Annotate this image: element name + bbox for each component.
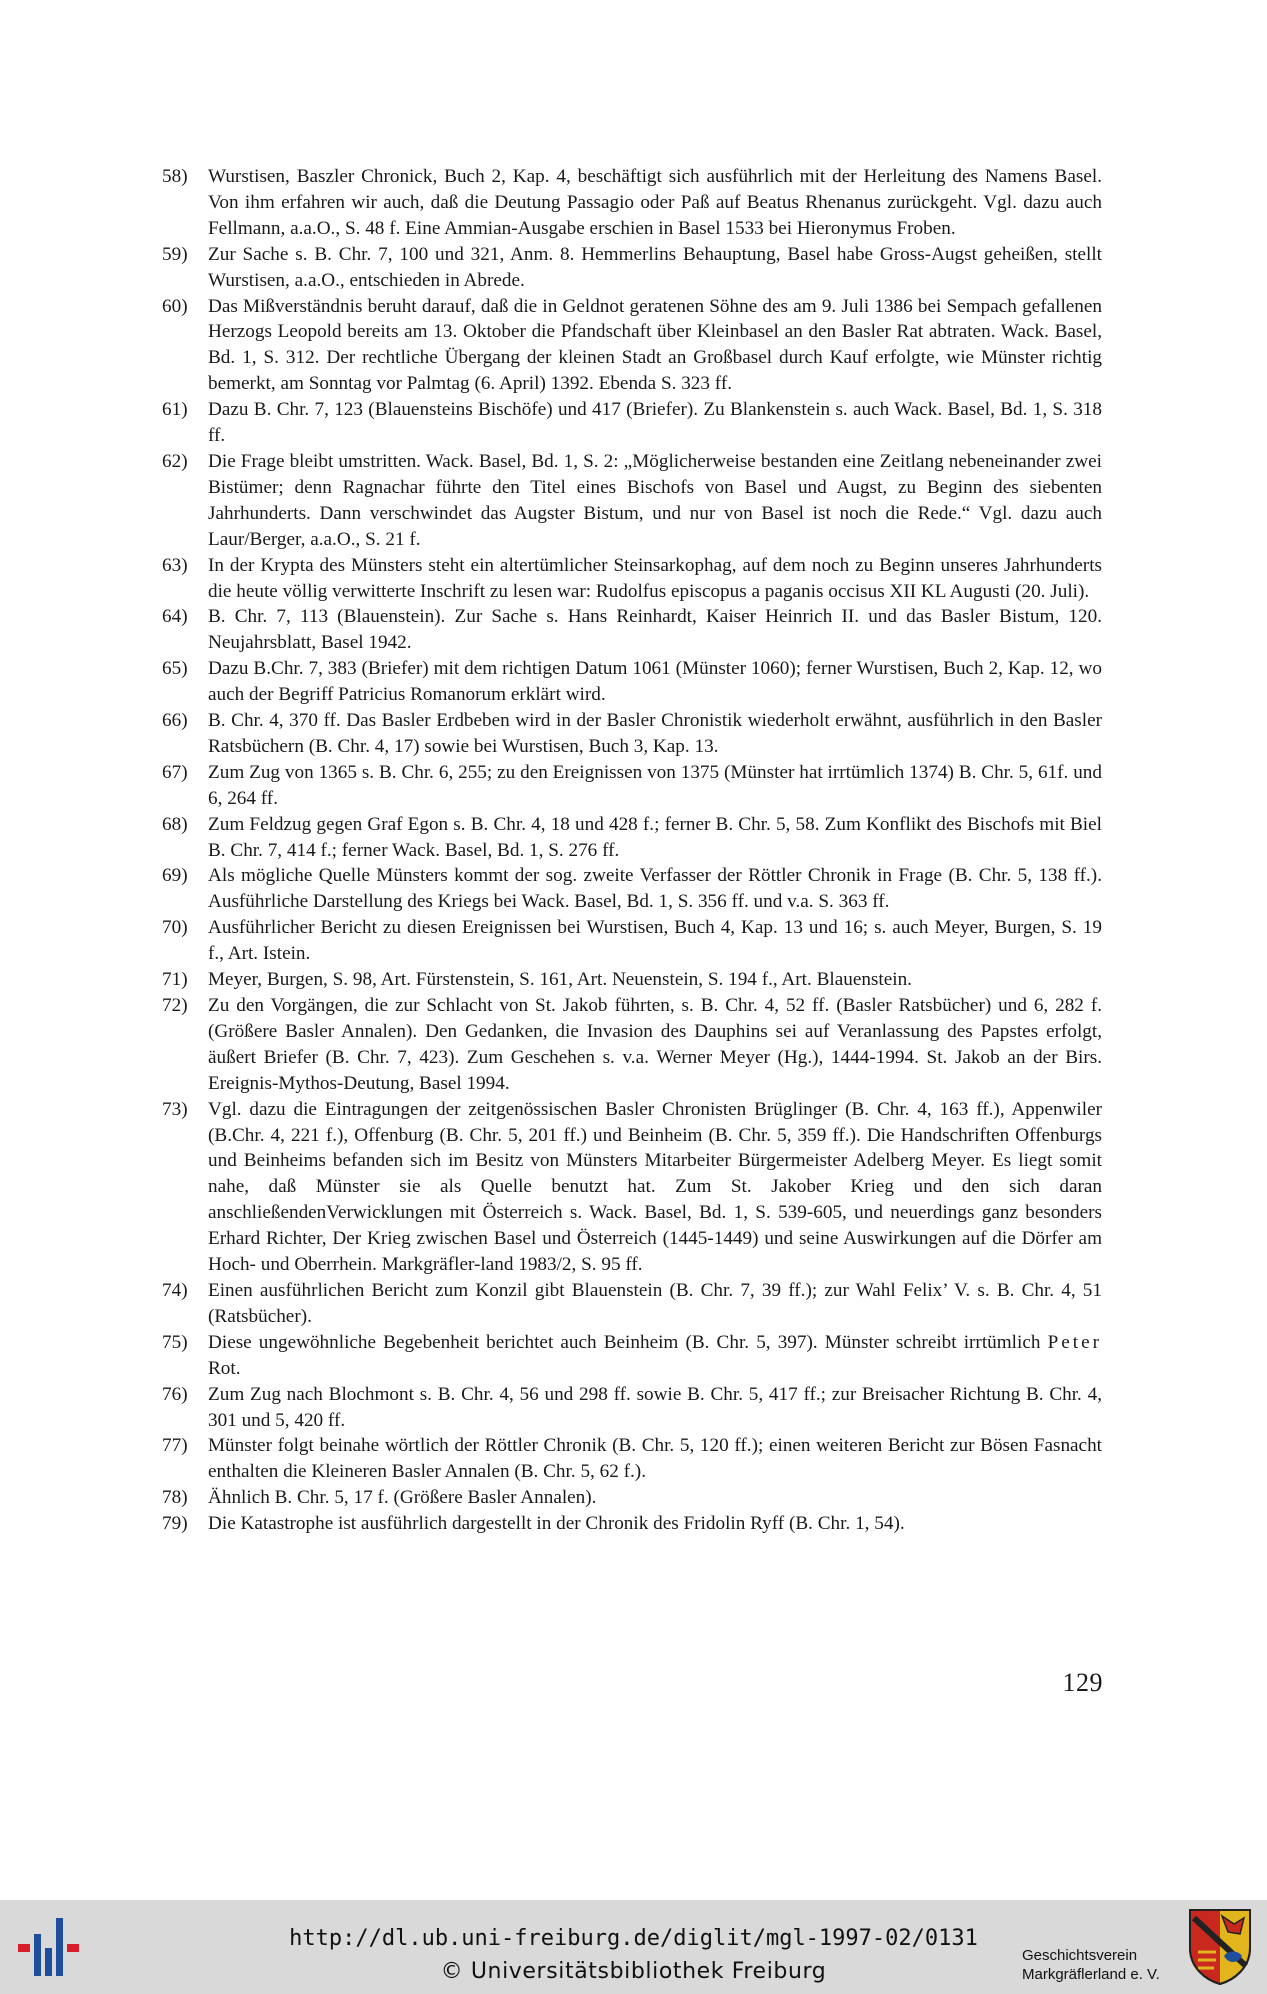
footnote-body xyxy=(208,812,1102,864)
society-name-line1: Geschichtsverein xyxy=(1022,1947,1138,1964)
footnote-item xyxy=(162,242,1102,294)
footnote-text: Ausführlicher Bericht zu diesen Ereignissen bei Wurstisen, Buch 4, Kap. 13 und 16; s. auch Meyer, Burgen, S. 19 f., Art. Istein. xyxy=(208,917,1102,965)
footnote-number: 59) xyxy=(162,243,188,265)
footnote-body xyxy=(208,967,1102,993)
footnote-text: In der Krypta des Münsters steht ein altertümlicher Steinsarkophag, auf dem noch zu Beginn unseres Jahrhunderts die heute völlig verwitterte Inschrift zu lesen war: Rudolfus episcopus a paganis occisus XII KL Augusti (20. Juli). xyxy=(208,554,1102,602)
footnote-text: Als mögliche Quelle Münsters kommt der sog. zweite Verfasser der Röttler Chronik in Frage (B. Chr. 5, 138 ff.). Ausführliche Darstellung des Kriegs bei Wack. Basel, Bd. 1, S. 356 ff. und v.a. S. 363 ff. xyxy=(208,865,1102,913)
footnote-item xyxy=(162,449,1102,553)
footnote-body xyxy=(208,1511,1102,1537)
society-name xyxy=(1022,1946,1182,1984)
footnote-text: Münster folgt beinahe wörtlich der Röttler Chronik (B. Chr. 5, 120 ff.); einen weiteren Bericht zur Bösen Fasnacht enthalten die Kleineren Basler Annalen (B. Chr. 5, 62 f.). xyxy=(208,1435,1102,1483)
footnote-item xyxy=(162,760,1102,812)
footnote-text: Die Frage bleibt umstritten. Wack. Basel, Bd. 1, S. 2: „Möglicherweise bestanden eine Zeitlang nebeneinander zwei Bistümer; denn Ragnachar führte den Titel eines Bischofs von Basel und Augst, zu Beginn des siebenten Jahrhunderts. Dann verschwindet das Augster Bistum, und nur von Basel ist noch die Rede.“ Vgl. dazu auch Laur/Berger, a.a.O., S. 21 f. xyxy=(208,450,1102,550)
footnote-text: Einen ausführlichen Bericht zum Konzil gibt Blauenstein (B. Chr. 7, 39 ff.); zur Wahl Felix’ V. s. B. Chr. 4, 51 (Ratsbücher). xyxy=(208,1279,1102,1327)
footnote-body xyxy=(208,294,1102,398)
footnote-number: 73) xyxy=(162,1098,188,1120)
footnote-item xyxy=(162,708,1102,760)
footnote-item xyxy=(162,1511,1102,1537)
footnote-number: 78) xyxy=(162,1487,188,1509)
footnote-item xyxy=(162,863,1102,915)
footnote-body xyxy=(208,1485,1102,1511)
footnote-body xyxy=(208,449,1102,553)
footnote-body xyxy=(208,708,1102,760)
footnote-text: Zum Zug nach Blochmont s. B. Chr. 4, 56 und 298 ff. sowie B. Chr. 5, 417 ff.; zur Breisacher Richtung B. Chr. 4, 301 und 5, 420 ff. xyxy=(208,1383,1102,1431)
footnote-item xyxy=(162,294,1102,398)
footnote-text: Die Katastrophe ist ausführlich dargestellt in der Chronik des Fridolin Ryff (B. Chr. 1, 54). xyxy=(208,1513,905,1535)
footnote-body xyxy=(208,1433,1102,1485)
footnote-item xyxy=(162,812,1102,864)
footnote-item xyxy=(162,915,1102,967)
footnote-number: 64) xyxy=(162,606,188,628)
footnote-item xyxy=(162,604,1102,656)
footnote-body xyxy=(208,1097,1102,1278)
page-number: 129 xyxy=(1062,1668,1103,1697)
footnote-body xyxy=(208,1382,1102,1434)
library-footer-bar xyxy=(0,1900,1267,1994)
footnote-body xyxy=(208,164,1102,242)
footnote-text: Wurstisen, Baszler Chronick, Buch 2, Kap. 4, beschäftigt sich ausführlich mit der Herleitung des Namens Basel. Von ihm erfahren wir auch, daß die Deutung Passagio oder Paß auf Beatus Rhenanus zurückgeht. Vgl. dazu auch Fellmann, a.a.O., S. 48 f. Eine Ammian-Ausgabe erschien in Basel 1533 bei Hieronymus Froben. xyxy=(208,166,1102,239)
footnote-text: Das Mißverständnis beruht darauf, daß die in Geldnot geratenen Söhne des am 9. Juli 1386 bei Sempach gefallenen Herzogs Leopold bereits am 13. Oktober die Pfandschaft über Kleinbasel an den Basler Rat abtraten. Wack. Basel, Bd. 1, S. 312. Der rechtliche Übergang der kleinen Stadt an Großbasel durch Kauf erfolgte, wie Münster richtig bemerkt, am Sonntag vor Palmtag (6. April) 1392. Ebenda S. 323 ff. xyxy=(208,295,1102,395)
footnote-item xyxy=(162,397,1102,449)
footnote-text: Zum Feldzug gegen Graf Egon s. B. Chr. 4, 18 und 428 f.; ferner B. Chr. 5, 58. Zum Konflikt des Bischofs mit Biel B. Chr. 7, 414 f.; ferner Wack. Basel, Bd. 1, S. 276 ff. xyxy=(208,813,1102,861)
footnote-text: Zu den Vorgängen, die zur Schlacht von St. Jakob führten, s. B. Chr. 4, 52 ff. (Basler Ratsbücher) und 6, 282 f. (Größere Basler Annalen). Den Gedanken, die Invasion des Dauphins sei auf Veranlassung des Papstes erfolgt, äußert Briefer (B. Chr. 7, 423). Zum Geschehen s. v.a. Werner Meyer (Hg.), 1444-1994. St. Jakob an der Birs. Ereignis-Mythos-Deutung, Basel 1994. xyxy=(208,995,1102,1094)
footnote-text: Zum Zug von 1365 s. B. Chr. 6, 255; zu den Ereignissen von 1375 (Münster hat irrtümlich 1374) B. Chr. 5, 61f. und 6, 264 ff. xyxy=(208,761,1102,809)
footnote-text: B. Chr. 7, 113 (Blauenstein). Zur Sache s. Hans Reinhardt, Kaiser Heinrich II. und das Basler Bistum, 120. Neujahrsblatt, Basel 1942. xyxy=(208,606,1102,654)
footnote-spaced-name: Peter xyxy=(1047,1331,1102,1353)
footnote-item xyxy=(162,553,1102,605)
footnote-number: 62) xyxy=(162,450,188,472)
copyright-notice: © Universitätsbibliothek Freiburg xyxy=(440,1959,827,1984)
footnote-body xyxy=(208,760,1102,812)
footnote-text: B. Chr. 4, 370 ff. Das Basler Erdbeben wird in der Basler Chronistik wiederholt erwähnt, ausführlich in den Basler Ratsbüchern (B. Chr. 4, 17) sowie bei Wurstisen, Buch 3, Kap. 13. xyxy=(208,710,1102,757)
footnote-number: 66) xyxy=(162,710,188,732)
footnote-list xyxy=(162,164,1102,1537)
footnote-number: 70) xyxy=(162,917,188,939)
footnote-text: Meyer, Burgen, S. 98, Art. Fürstenstein, S. 161, Art. Neuenstein, S. 194 f., Art. Blauenstein. xyxy=(208,969,912,991)
footnote-body xyxy=(208,242,1102,294)
footnote-text: Vgl. dazu die Eintragungen der zeitgenössischen Basler Chronisten Brüglinger (B. Chr. 4, 163 ff.), Appenwiler (B.Chr. 4, 221 f.), Offenburg (B. Chr. 5, 201 ff.) und Beinheim (B. Chr. 5, 359 ff.). Die Handschriften Offenburgs und Beinheims befanden sich im Besitz von Münsters Mitarbeiter Bürgermeister Adelberg Meyer. Es liegt somit nahe, daß Münster sie als Quelle benutzt hat. Zum St. Jakober Krieg und den sich daran anschließendenVerwicklungen mit Österreich s. Wack. Basel, Bd. 1, S. 539-605, und neuerdings ganz besonders Erhard Richter, Der Krieg zwischen Basel und Österreich (1445-1449) und seine Auswirkungen auf die Dörfer am Hoch- und Oberrhein. Markgräfler-land 1983/2, S. 95 ff. xyxy=(208,1098,1102,1276)
footnote-number: 61) xyxy=(162,399,188,421)
footnote-number: 58) xyxy=(162,166,188,187)
footnote-number: 68) xyxy=(162,813,188,835)
footnote-item xyxy=(162,1382,1102,1434)
footnote-number: 65) xyxy=(162,658,188,680)
footnote-body xyxy=(208,1330,1102,1382)
footnote-number: 72) xyxy=(162,995,188,1016)
footnote-item xyxy=(162,164,1102,242)
footnote-item xyxy=(162,1485,1102,1511)
document-url-link[interactable]: http://dl.ub.uni-freiburg.de/diglit/mgl-1997-02/0131 xyxy=(289,1926,978,1951)
footnote-number: 75) xyxy=(162,1331,188,1353)
footnote-body xyxy=(208,553,1102,605)
footnote-item xyxy=(162,1097,1102,1278)
footnote-text: Zur Sache s. B. Chr. 7, 100 und 321, Anm. 8. Hemmerlins Behauptung, Basel habe Gross-Augst geheißen, stellt Wurstisen, a.a.O., entschieden in Abrede. xyxy=(208,243,1102,291)
footnote-body xyxy=(208,915,1102,967)
footnote-number: 71) xyxy=(162,969,188,991)
footnote-number: 69) xyxy=(162,865,188,887)
footnote-number: 77) xyxy=(162,1435,188,1457)
footnote-text: Diese ungewöhnliche Begebenheit berichtet auch Beinheim (B. Chr. 5, 397). Münster schreibt irrtümlich xyxy=(208,1331,1048,1353)
footnote-item xyxy=(162,967,1102,993)
footnote-item xyxy=(162,1433,1102,1485)
footnote-item xyxy=(162,656,1102,708)
footnote-text: Dazu B. Chr. 7, 123 (Blauensteins Bischöfe) und 417 (Briefer). Zu Blankenstein s. auch Wack. Basel, Bd. 1, S. 318 ff. xyxy=(208,399,1102,447)
footnote-text-tail: Rot. xyxy=(208,1357,241,1379)
footnote-body xyxy=(208,863,1102,915)
footnote-text: Ähnlich B. Chr. 5, 17 f. (Größere Basler Annalen). xyxy=(208,1487,597,1509)
footnote-number: 79) xyxy=(162,1513,188,1535)
footnote-number: 76) xyxy=(162,1383,188,1405)
footnote-body xyxy=(208,1278,1102,1330)
footnote-item xyxy=(162,1278,1102,1330)
footnote-number: 67) xyxy=(162,761,188,783)
footnote-number: 63) xyxy=(162,554,188,576)
footnote-body xyxy=(208,604,1102,656)
coat-of-arms-icon xyxy=(1188,1908,1252,1986)
footnote-body xyxy=(208,656,1102,708)
footnote-body xyxy=(208,397,1102,449)
society-name-line2: Markgräflerland e. V. xyxy=(1022,1966,1160,1983)
footnote-number: 74) xyxy=(162,1279,188,1301)
footnote-item xyxy=(162,993,1102,1097)
footnote-item xyxy=(162,1330,1102,1382)
footnote-text: Dazu B.Chr. 7, 383 (Briefer) mit dem richtigen Datum 1061 (Münster 1060); ferner Wurstisen, Buch 2, Kap. 12, wo auch der Begriff Patricius Romanorum erklärt wird. xyxy=(208,658,1102,706)
footnote-number: 60) xyxy=(162,295,188,317)
footnote-body xyxy=(208,993,1102,1097)
